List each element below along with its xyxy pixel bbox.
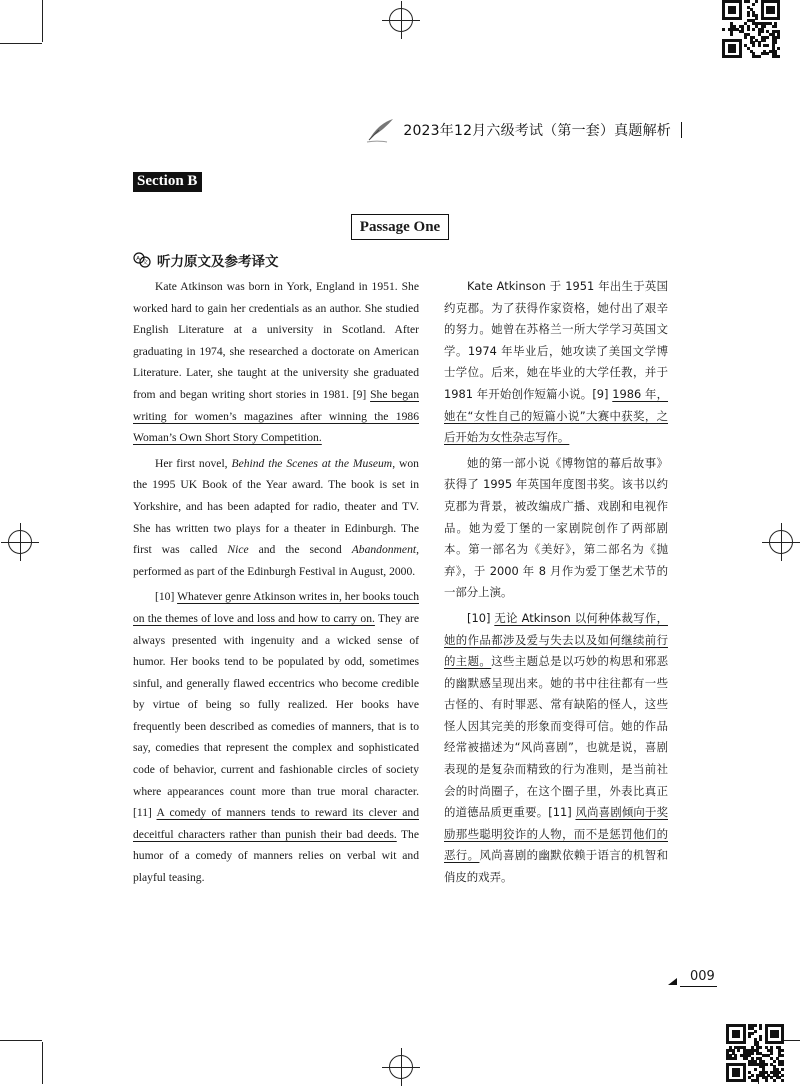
english-paragraph — [133, 586, 419, 888]
subheading-label: 听力原文及参考译文 — [157, 254, 279, 270]
chinese-paragraph — [444, 276, 668, 449]
qr-cell — [722, 28, 725, 31]
answer-underline: A comedy of manners tends to reward its clever and deceitful characters rather than punish their bad deeds. — [133, 806, 419, 841]
qr-cell — [776, 1035, 779, 1038]
qr-cell — [777, 17, 780, 20]
section-label: Section B — [133, 172, 202, 192]
qr-cell — [781, 1041, 784, 1044]
english-paragraph — [133, 276, 419, 449]
qr-code — [722, 0, 780, 58]
qr-cell — [752, 28, 755, 31]
qr-cell — [751, 1032, 754, 1035]
book-title: Behind the Scenes at the Museum — [231, 456, 393, 470]
answer-underline: 无论 Atkinson 以何种体裁写作，她的作品都涉及爱与失去以及如何继续前行的主题。 — [444, 610, 668, 669]
english-text: The humor of a comedy of manners relies on verbal wit and playful teasing. — [133, 827, 419, 885]
qr-cell — [755, 0, 758, 3]
subheading — [133, 250, 279, 270]
listening-translation-icon — [133, 251, 151, 269]
qr-cell — [734, 1057, 737, 1060]
qr-cell — [759, 1038, 762, 1041]
qr-cell — [781, 1079, 784, 1082]
english-text: They are always presented with ingenuity and a wicked sense of humor. Her books tend to be populated by odd, sometimes sinful, and generally flawed eccentrics who become credible by virtue of being so fully realized. Her books have frequently been described as comedies of manners, that is to say, comedies that represent the complex and sophisticated code of behavior, current and fashionable circles of society where appearances count more than true moral character. [11] — [133, 611, 420, 820]
registration-mark — [389, 8, 413, 32]
english-text: , won the 1995 UK Book of the Year award. The book is set in Yorkshire, and has been adapted for radio, theater and TV. She has written two plays for a theater in Edinburgh. The first was called — [133, 456, 419, 557]
chinese-paragraph — [444, 608, 668, 889]
registration-mark — [769, 530, 793, 554]
qr-cell — [733, 11, 736, 14]
qr-cell — [737, 1049, 740, 1052]
registration-mark — [389, 1055, 413, 1079]
qr-cell — [781, 1054, 784, 1057]
chinese-translation — [444, 276, 668, 893]
answer-underline: 1986 年，她在“女性自己的短篇小说”大赛中获奖，之后开始为女性杂志写作。 — [444, 386, 669, 445]
crop-mark — [42, 0, 43, 42]
page-number — [668, 969, 717, 987]
qr-cell — [781, 1063, 784, 1066]
qr-cell — [730, 33, 733, 36]
passage-title: Passage One — [351, 214, 449, 240]
qr-cell — [766, 36, 769, 39]
english-transcript — [133, 276, 419, 893]
qr-cell — [774, 41, 777, 44]
play-title: Abandonment — [351, 543, 417, 557]
qr-cell — [781, 1068, 784, 1071]
qr-cell — [777, 55, 780, 58]
qr-cell — [754, 1024, 757, 1027]
qr-cell — [756, 1079, 759, 1082]
qr-cell — [777, 47, 780, 50]
english-text: [10] — [155, 590, 178, 604]
chinese-paragraph: 她的第一部小说《博物馆的幕后故事》获得了 1995 年英国年度图书奖。该书以约克郡为背景，被改编成广播、戏剧和电视作品。她为爱丁堡的一家剧院创作了两部剧本。第一部名为《美好》，第二部名为《抛弃》，于 2000 年 8 月作为爱丁堡艺术节的一部分上演。 — [444, 455, 668, 600]
qr-cell — [751, 1052, 754, 1055]
chinese-text: [10] — [467, 610, 495, 625]
qr-cell — [747, 28, 750, 31]
svg-text:文: 文 — [142, 260, 149, 266]
qr-cell — [777, 36, 780, 39]
qr-cell — [743, 1041, 746, 1044]
qr-cell — [758, 55, 761, 58]
qr-cell — [766, 44, 769, 47]
qr-cell — [770, 1052, 773, 1055]
qr-cell — [755, 17, 758, 20]
qr-cell — [747, 0, 750, 3]
qr-cell — [781, 1074, 784, 1077]
page-number-text: 009 — [680, 969, 717, 987]
qr-cell — [752, 44, 755, 47]
chinese-text: 风尚喜剧的幽默依赖于语言的机智和俏皮的戏弄。 — [444, 848, 668, 885]
answer-underline: 风尚喜剧倾向于奖励那些聪明狡诈的人物，而不是惩罚他们的恶行。 — [444, 805, 668, 863]
english-paragraph — [133, 453, 419, 583]
play-title: Nice — [227, 543, 249, 557]
qr-cell — [739, 17, 742, 20]
qr-cell — [774, 25, 777, 28]
qr-cell — [739, 55, 742, 58]
qr-cell — [748, 1035, 751, 1038]
running-header — [365, 117, 682, 143]
qr-cell — [761, 30, 764, 33]
qr-cell — [758, 44, 761, 47]
qr-cell — [737, 1035, 740, 1038]
answer-underline: She began writing for women’s magazines after winning the 1986 Woman’s Own Short Story Competition. — [133, 387, 419, 445]
qr-cell — [759, 1046, 762, 1049]
crop-mark — [0, 1040, 42, 1041]
qr-cell — [773, 1060, 776, 1063]
header-divider — [681, 122, 682, 138]
qr-cell — [754, 1068, 757, 1071]
chinese-text: Kate Atkinson 于 1951 年出生于英国约克郡。为了获得作家资格，她付出了艰辛的努力。她曾在苏格兰一所大学学习英国文学。1974 年毕业后，她攻读了美国文学博士学位。后来，她在毕业的大学任教，并于 1981 年开始创作短篇小说。[9] — [444, 279, 668, 401]
crop-mark — [42, 1042, 43, 1084]
registration-mark — [8, 530, 32, 554]
english-text: , performed as part of the Edinburgh Festival in August, 2000. — [133, 543, 419, 578]
qr-cell — [754, 1030, 757, 1033]
english-text: and the second — [248, 543, 352, 557]
qr-cell — [766, 52, 769, 55]
qr-cell — [737, 1074, 740, 1077]
qr-cell — [765, 1063, 768, 1066]
chinese-text: 这些主题总是以巧妙的构思和邪恶的幽默感呈现出来。她的书中往往都有一些古怪的、有时罪恶、常有缺陷的怪人，这些怪人因其完美的形象而变得可信。她的作品经常被描述为“风尚喜剧”，也就是说，喜剧表现的是复杂而精致的行为准则，是当前社会的时尚圈子，在这个圈子里，外表比真正的道德品质更重要。[11] — [444, 654, 668, 820]
answer-underline: Whatever genre Atkinson writes in, her books touch on the themes of love and loss and how to carry on. — [133, 590, 419, 625]
qr-cell — [772, 11, 775, 14]
qr-cell — [744, 36, 747, 39]
qr-cell — [752, 3, 755, 6]
qr-cell — [747, 14, 750, 17]
qr-cell — [763, 39, 766, 42]
qr-cell — [759, 1027, 762, 1030]
qr-cell — [773, 1079, 776, 1082]
header-title: 2023年12月六级考试（第一套）真题解析 — [403, 123, 671, 139]
qr-cell — [751, 1074, 754, 1077]
qr-code — [726, 1024, 784, 1082]
qr-cell — [763, 25, 766, 28]
english-text: Her first novel, — [155, 456, 232, 470]
qr-cell — [765, 1079, 768, 1082]
quill-pen-icon — [365, 117, 395, 143]
qr-cell — [743, 1079, 746, 1082]
svg-text:A: A — [136, 256, 141, 262]
crop-mark — [0, 43, 42, 44]
english-text: Kate Atkinson was born in York, England in 1951. She worked hard to gain her credentials as an author. She studied English Literature at a university in Scotland. After graduating in 1974, she researched a doctorate on American Literature. Later, she taught at the university she graduated from and began writing short stories in 1981. [9] — [133, 280, 419, 401]
triangle-marker-icon — [668, 978, 677, 985]
qr-cell — [733, 50, 736, 53]
qr-cell — [781, 1049, 784, 1052]
